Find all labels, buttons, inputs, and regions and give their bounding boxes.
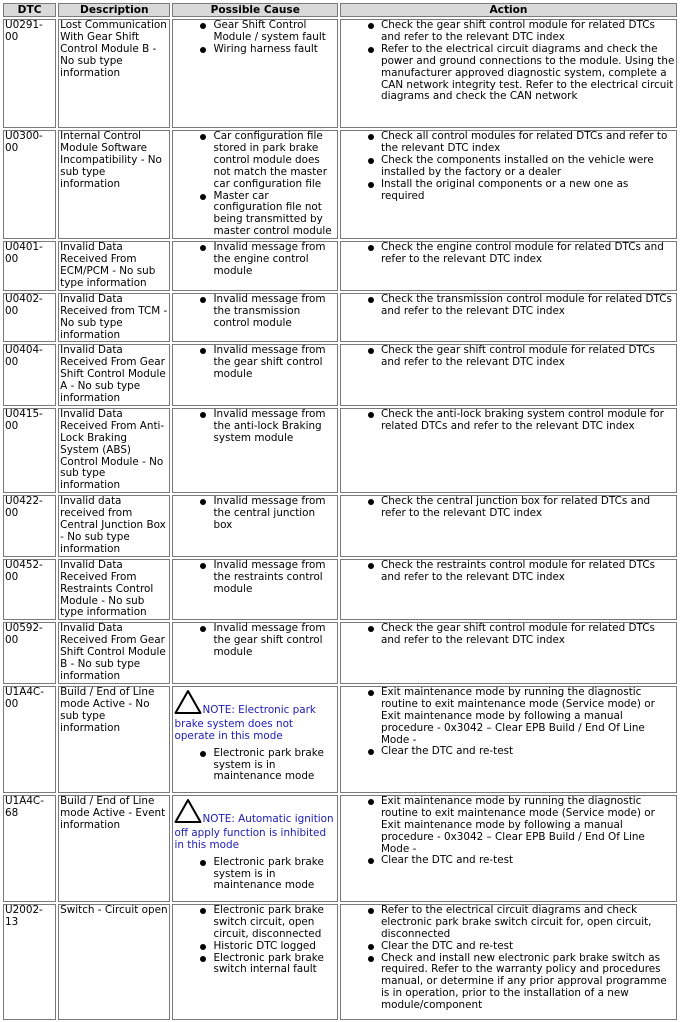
- possible-cause-cell: [172, 495, 337, 557]
- possible-cause-cell: [172, 344, 337, 406]
- dtc-description: Invalid Data Received From Gear Shift Control Module A - No sub type information: [58, 344, 170, 406]
- cause-list: [174, 857, 335, 893]
- list-item: Refer to the electrical circuit diagrams and check electronic park brake switch circuit for, open circuit, disconnected: [381, 905, 675, 941]
- header-cause: Possible Cause: [172, 3, 337, 17]
- cause-list: [174, 409, 335, 445]
- action-cell: [340, 495, 677, 557]
- action-cell: [340, 130, 677, 239]
- possible-cause-cell: [172, 622, 337, 684]
- dtc-description: Switch - Circuit open: [58, 904, 170, 1020]
- cause-list: [174, 496, 335, 532]
- action-list: [342, 560, 675, 584]
- action-cell: [340, 622, 677, 684]
- cause-list: [174, 905, 335, 976]
- table-row: [3, 19, 677, 128]
- table-row: [3, 344, 677, 406]
- list-item: Historic DTC logged: [213, 941, 335, 953]
- action-list: [342, 345, 675, 369]
- list-item: Electronic park brake switch circuit, open circuit, disconnected: [213, 905, 335, 941]
- action-list: [342, 623, 675, 647]
- table-body: [3, 19, 677, 1020]
- table-row: [3, 495, 677, 557]
- action-cell: [340, 795, 677, 902]
- list-item: Check the engine control module for related DTCs and refer to the relevant DTC index: [381, 242, 675, 266]
- dtc-code: U0401-00: [3, 241, 56, 291]
- table-row: [3, 241, 677, 291]
- list-item: Invalid message from the gear shift control module: [213, 623, 335, 659]
- list-item: Install the original components or a new one as required: [381, 179, 675, 203]
- list-item: Master car configuration file not being transmitted by master control module: [213, 191, 335, 239]
- note-block: [174, 689, 335, 743]
- list-item: Check the anti-lock braking system control module for related DTCs and refer to the relevant DTC index: [381, 409, 675, 433]
- cause-list: [174, 131, 335, 238]
- dtc-code: U0422-00: [3, 495, 56, 557]
- dtc-code: U0300-00: [3, 130, 56, 239]
- list-item: Exit maintenance mode by running the diagnostic routine to exit maintenance mode (Service mode) or Exit maintenance mode by following a manual procedure - 0x3042 – Clear EPB Build / End Of Line Mode -: [381, 796, 675, 856]
- possible-cause-cell: [172, 130, 337, 239]
- header-action: Action: [340, 3, 677, 17]
- dtc-code: U0402-00: [3, 293, 56, 343]
- action-cell: [340, 686, 677, 793]
- list-item: Check all control modules for related DTCs and refer to the relevant DTC index: [381, 131, 675, 155]
- list-item: Car configuration file stored in park brake control module does not match the master car configuration file: [213, 131, 335, 191]
- list-item: Electronic park brake system is in maintenance mode: [213, 748, 335, 784]
- dtc-code: U1A4C-68: [3, 795, 56, 902]
- dtc-code: U2002-13: [3, 904, 56, 1020]
- possible-cause-cell: [172, 19, 337, 128]
- dtc-code: U0291-00: [3, 19, 56, 128]
- possible-cause-cell: [172, 408, 337, 493]
- list-item: Check and install new electronic park brake switch as required. Refer to the warranty policy and procedures manual, or determine if any prior approval programme is in operation, prior to the installation of a new module/component: [381, 953, 675, 1013]
- possible-cause-cell: [172, 293, 337, 343]
- cause-list: [174, 623, 335, 659]
- table-header-row: [3, 3, 677, 17]
- dtc-description: Internal Control Module Software Incompatibility - No sub type information: [58, 130, 170, 239]
- cause-list: [174, 294, 335, 330]
- list-item: Clear the DTC and re-test: [381, 855, 675, 867]
- cause-list: [174, 748, 335, 784]
- table-row: [3, 795, 677, 902]
- list-item: Refer to the electrical circuit diagrams and check the power and ground connections to the module. Using the manufacturer approved diagnostic system, complete a CAN network integrity test. Refer to the electrical circuit diagrams and check the CAN network: [380, 42, 675, 103]
- list-item: Check the transmission control module for related DTCs and refer to the relevant DTC index: [381, 294, 675, 318]
- warning-triangle-icon: [174, 798, 202, 828]
- action-cell: [340, 559, 677, 621]
- dtc-code: U0404-00: [3, 344, 56, 406]
- dtc-code: U1A4C-00: [3, 686, 56, 793]
- possible-cause-cell: [172, 241, 337, 291]
- list-item: Invalid message from the central junction box: [213, 496, 335, 532]
- cause-list: [174, 20, 335, 56]
- dtc-description: Invalid Data Received From Anti-Lock Braking System (ABS) Control Module - No sub type information: [58, 408, 170, 493]
- possible-cause-cell: [172, 904, 337, 1020]
- dtc-description: Invalid Data Received From Restraints Control Module - No sub type information: [58, 559, 170, 621]
- action-cell: [340, 408, 677, 493]
- table-row: [3, 559, 677, 621]
- action-cell: [340, 344, 677, 406]
- dtc-code: U0415-00: [3, 408, 56, 493]
- list-item: Check the central junction box for related DTCs and refer to the relevant DTC index: [381, 496, 675, 520]
- list-item: Invalid message from the engine control module: [213, 242, 335, 278]
- dtc-table: [1, 1, 679, 1022]
- action-list: [342, 20, 675, 103]
- dtc-code: U0592-00: [3, 622, 56, 684]
- action-list: [342, 796, 675, 867]
- table-row: [3, 686, 677, 793]
- action-list: [342, 687, 675, 758]
- list-item: Invalid message from the anti-lock Braking system module: [213, 409, 335, 445]
- list-item: Gear Shift Control Module / system fault: [213, 20, 335, 44]
- dtc-description: Invalid Data Received From Gear Shift Control Module B - No sub type information: [58, 622, 170, 684]
- list-item: Invalid message from the transmission control module: [213, 294, 335, 330]
- dtc-description: Invalid Data Received from TCM - No sub type information: [58, 293, 170, 343]
- table-row: [3, 408, 677, 493]
- possible-cause-cell: [172, 559, 337, 621]
- dtc-description: Lost Communication With Gear Shift Control Module B - No sub type information: [58, 19, 170, 128]
- dtc-description: Invalid data received from Central Junction Box - No sub type information: [58, 495, 170, 557]
- table-row: [3, 622, 677, 684]
- action-list: [342, 242, 675, 266]
- dtc-code: U0452-00: [3, 559, 56, 621]
- dtc-description: Build / End of Line mode Active - No sub type information: [58, 686, 170, 793]
- table-row: [3, 904, 677, 1020]
- action-list: [342, 131, 675, 202]
- action-list: [342, 905, 675, 1012]
- list-item: Exit maintenance mode by running the diagnostic routine to exit maintenance mode (Service mode) or Exit maintenance mode by following a manual procedure - 0x3042 – Clear EPB Build / End Of Line Mode -: [381, 687, 675, 747]
- header-description: Description: [58, 3, 170, 17]
- action-list: [342, 496, 675, 520]
- list-item: Electronic park brake switch internal fault: [213, 953, 335, 977]
- list-item: Clear the DTC and re-test: [381, 746, 675, 758]
- note-text: NOTE: Electronic park brake system does not operate in this mode: [174, 703, 316, 742]
- action-cell: [340, 904, 677, 1020]
- action-list: [342, 409, 675, 433]
- list-item: Check the gear shift control module for related DTCs and refer to the relevant DTC index: [381, 623, 675, 647]
- note-block: [174, 798, 335, 852]
- warning-triangle-icon: [174, 689, 202, 719]
- list-item: Clear the DTC and re-test: [381, 941, 675, 953]
- dtc-description: Build / End of Line mode Active - Event information: [58, 795, 170, 902]
- table-row: [3, 293, 677, 343]
- list-item: Check the gear shift control module for related DTCs and refer to the relevant DTC index: [381, 20, 675, 44]
- cause-list: [174, 560, 335, 596]
- possible-cause-cell: [172, 686, 337, 793]
- list-item: Electronic park brake system is in maintenance mode: [213, 857, 335, 893]
- cause-list: [174, 242, 335, 278]
- list-item: Check the restraints control module for related DTCs and refer to the relevant DTC index: [381, 560, 675, 584]
- list-item: Invalid message from the restraints control module: [213, 560, 335, 596]
- action-cell: [340, 241, 677, 291]
- list-item: Check the gear shift control module for related DTCs and refer to the relevant DTC index: [381, 345, 675, 369]
- header-dtc: DTC: [3, 3, 56, 17]
- dtc-description: Invalid Data Received From ECM/PCM - No sub type information: [58, 241, 170, 291]
- table-row: [3, 130, 677, 239]
- action-cell: [340, 19, 677, 128]
- action-cell: [340, 293, 677, 343]
- note-text: NOTE: Automatic ignition off apply function is inhibited in this mode: [174, 812, 334, 851]
- list-item: Invalid message from the gear shift control module: [213, 345, 335, 381]
- list-item: Check the components installed on the vehicle were installed by the factory or a dealer: [381, 155, 675, 179]
- list-item: Wiring harness fault: [213, 44, 335, 56]
- possible-cause-cell: [172, 795, 337, 902]
- cause-list: [174, 345, 335, 381]
- action-list: [342, 294, 675, 318]
